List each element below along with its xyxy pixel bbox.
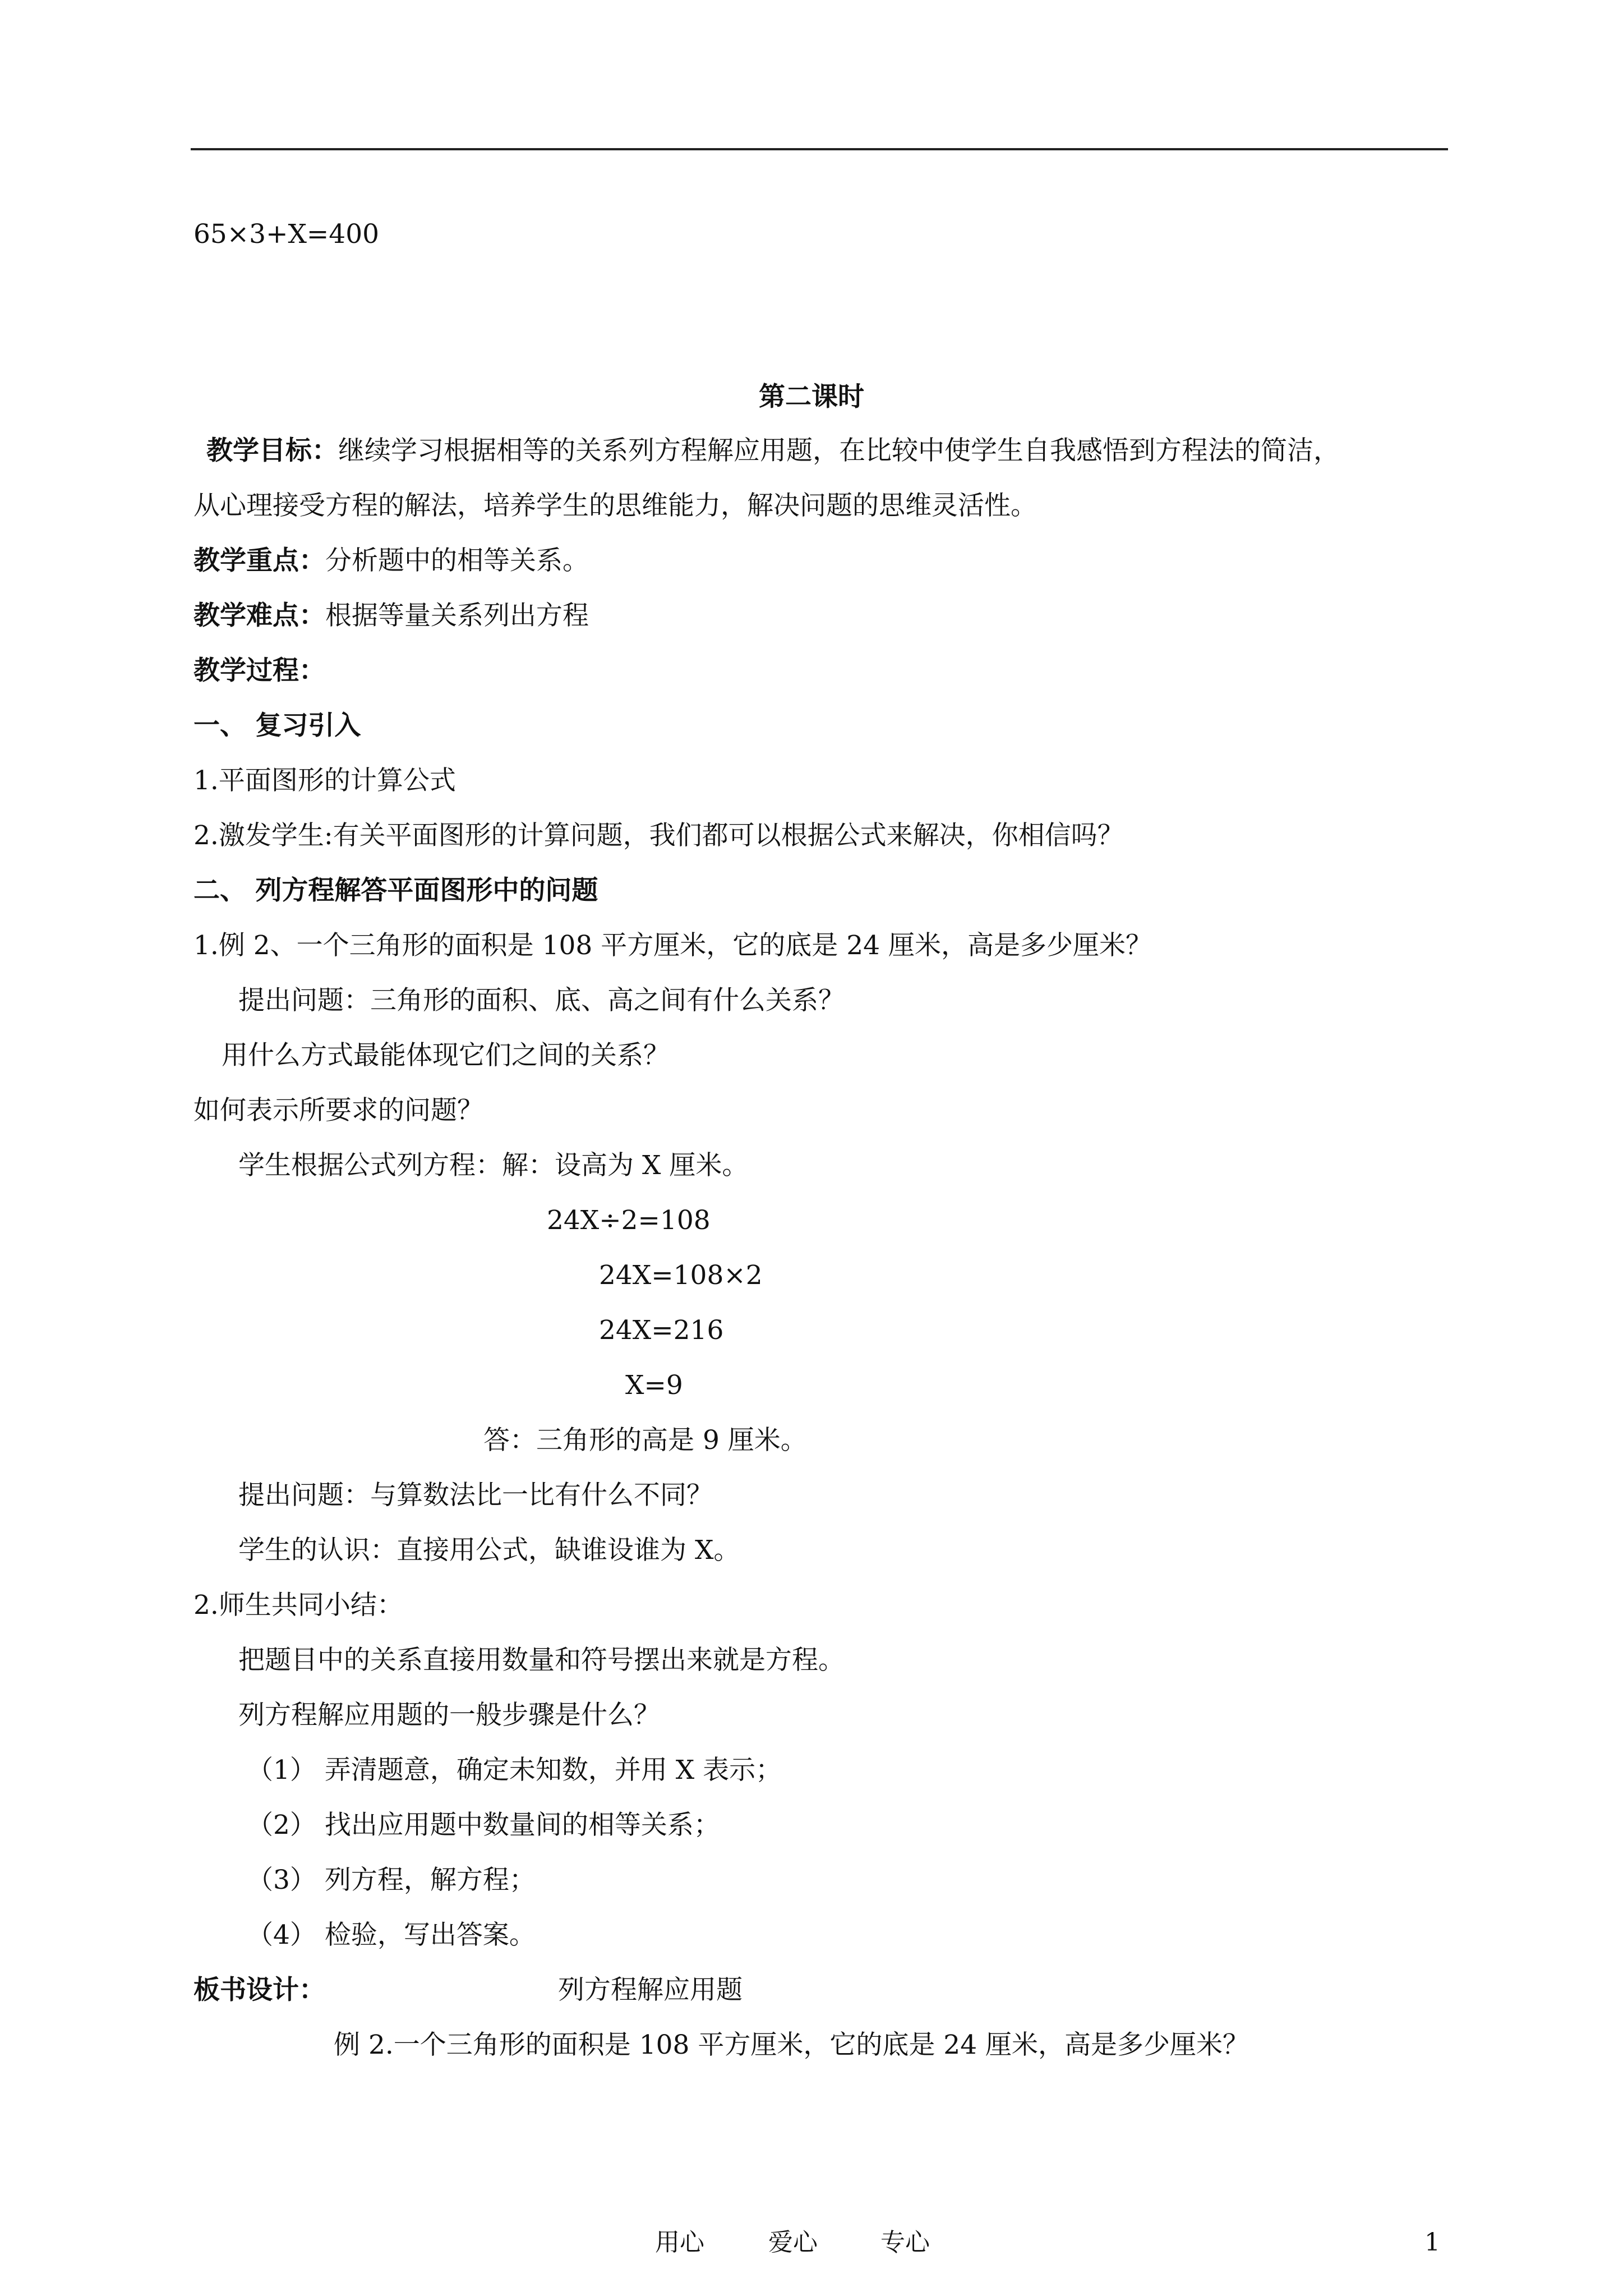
summary-step-3: （3） 列方程，解方程； [247, 1865, 536, 1895]
goals-text-2: 从心理接受方程的解法，培养学生的思维能力，解决问题的思维灵活性。 [193, 490, 1037, 521]
summary-step-2: （2） 找出应用题中数量间的相等关系； [247, 1810, 720, 1841]
page-number: 1 [1424, 2228, 1440, 2257]
summary-step-1: （1） 弄清题意，确定未知数，并用 X 表示； [247, 1755, 782, 1786]
equation-step-1: 24X÷2=108 [547, 1205, 711, 1236]
board-example: 例 2.一个三角形的面积是 108 平方厘米，它的底是 24 厘米，高是多少厘米？ [334, 2030, 1249, 2060]
section-2-heading: 二、 列方程解答平面图形中的问题 [193, 875, 598, 906]
board-title: 列方程解应用题 [558, 1975, 743, 2005]
example-2: 1.例 2、一个三角形的面积是 108 平方厘米，它的底是 24 厘米，高是多少厘米？ [193, 930, 1152, 961]
summary-step-4: （4） 检验，写出答案。 [247, 1920, 536, 1950]
question-4: 提出问题：与算数法比一比有什么不同？ [238, 1480, 713, 1511]
footer-motto-2: 爱心 [768, 2228, 818, 2257]
difficulty-label: 教学难点： [193, 600, 325, 631]
summary-line-1: 把题目中的关系直接用数量和符号摆出来就是方程。 [238, 1645, 845, 1676]
section-1-heading: 一、 复习引入 [193, 710, 361, 741]
summary-heading: 2.师生共同小结： [193, 1590, 403, 1621]
question-1: 提出问题：三角形的面积、底、高之间有什么关系？ [238, 985, 845, 1016]
lesson-title: 第二课时 [759, 381, 864, 412]
question-3: 如何表示所要求的问题？ [193, 1095, 483, 1126]
section-1-item-1: 1.平面图形的计算公式 [193, 765, 456, 796]
key-point-label: 教学重点： [193, 545, 325, 576]
question-2: 用什么方式最能体现它们之间的关系？ [222, 1040, 670, 1071]
student-view: 学生的认识：直接用公式，缺谁设谁为 X。 [238, 1535, 740, 1566]
goals-line-1 [206, 434, 1340, 468]
goals-text-1: 继续学习根据相等的关系列方程解应用题，在比较中使学生自我感悟到方程法的简洁， [338, 435, 1340, 466]
difficulty [193, 599, 589, 633]
board-label: 板书设计： [193, 1975, 325, 2005]
equation-step-3: 24X=216 [599, 1315, 724, 1346]
difficulty-text: 根据等量关系列出方程 [325, 600, 589, 631]
footer-motto-1: 用心 [655, 2228, 704, 2257]
answer: 答：三角形的高是 9 厘米。 [483, 1425, 807, 1456]
key-point [193, 544, 589, 578]
equation-step-4: X=9 [625, 1370, 683, 1401]
summary-line-2: 列方程解应用题的一般步骤是什么？ [238, 1700, 660, 1731]
section-1-item-2: 2.激发学生:有关平面图形的计算问题，我们都可以根据公式来解决，你相信吗？ [193, 820, 1124, 851]
header-rule [191, 148, 1448, 150]
solution-intro: 学生根据公式列方程：解：设高为 X 厘米。 [238, 1150, 749, 1181]
key-point-text: 分析题中的相等关系。 [325, 545, 589, 576]
equation-step-2: 24X=108×2 [599, 1260, 763, 1291]
process-label: 教学过程： [193, 655, 325, 686]
carryover-equation: 65×3+X=400 [193, 219, 380, 250]
goals-label: 教学目标： [206, 435, 338, 466]
footer-motto-3: 专心 [880, 2228, 930, 2257]
